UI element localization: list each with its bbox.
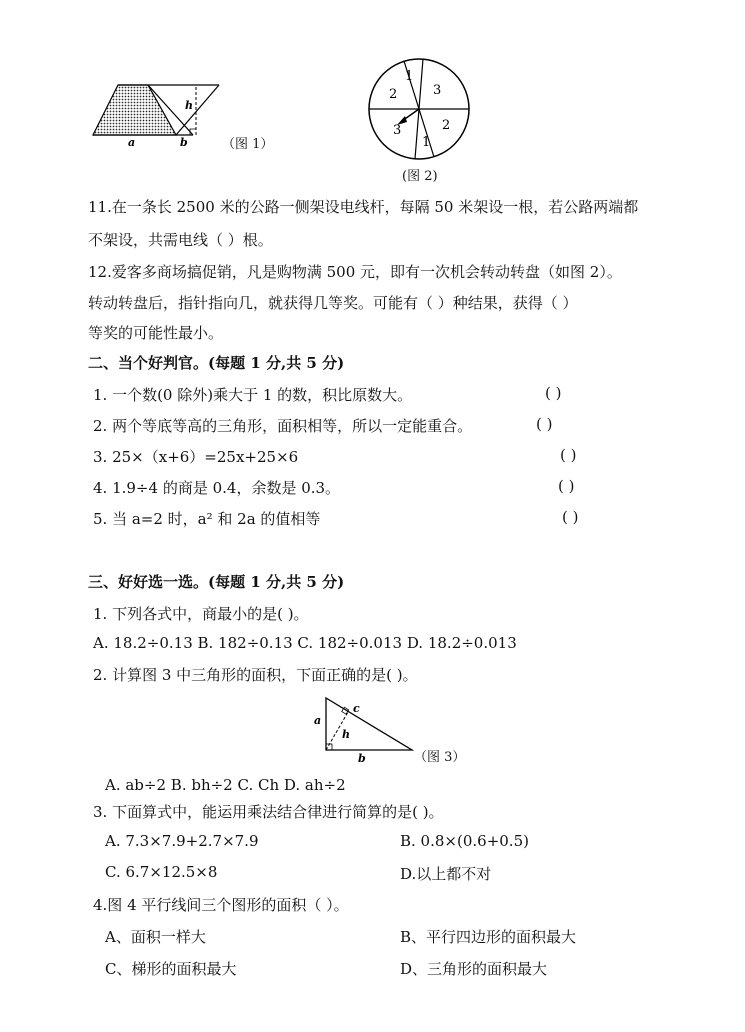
judge-item: 3. 25×（x+6）=25x+25×6 (93, 448, 299, 466)
choice-q4-option-d: D、三角形的面积最大 (400, 960, 548, 978)
q11-line2: 不架设，共需电线（ ）根。 (88, 231, 273, 249)
judge-blank[interactable]: ( ) (536, 415, 553, 433)
choice-q3-option-c: C. 6.7×12.5×8 (105, 863, 218, 881)
fig3-label-a: a (314, 714, 322, 727)
judge-item: 1. 一个数(0 除外)乘大于 1 的数，积比原数大。 (93, 386, 413, 404)
part2-title: 二、当个好判官。(每题 1 分,共 5 分) (88, 354, 345, 372)
shaded-trapezoid (93, 85, 176, 135)
judge-item: 5. 当 a=2 时，a² 和 2a 的值相等 (93, 510, 321, 528)
spinner-number: 2 (442, 118, 451, 133)
spinner-number: 2 (389, 87, 398, 102)
fig1-label-b: b (180, 136, 188, 149)
fig1-label-h: h (185, 99, 193, 112)
fig3-label-h: h (342, 728, 350, 741)
choice-q4-stem: 4.图 4 平行线间三个图形的面积（ ）。 (93, 896, 349, 914)
fig3-label-c: c (353, 702, 360, 715)
judge-blank[interactable]: ( ) (545, 384, 562, 402)
choice-q1-options: A. 18.2÷0.13 B. 182÷0.13 C. 182÷0.013 D. 18.2÷0.013 (93, 634, 517, 652)
choice-q4-option-a: A、面积一样大 (105, 928, 206, 946)
q11-line1: 11.在一条长 2500 米的公路一侧架设电线杆，每隔 50 米架设一根，若公路两端都 (88, 198, 639, 216)
q12-line2: 转动转盘后，指针指向几，就获得几等奖。可能有（ ）种结果，获得（ ） (88, 294, 578, 312)
fig2-caption: (图 2) (402, 169, 438, 184)
choice-q4-option-c: C、梯形的面积最大 (105, 960, 237, 978)
fig1-label-a: a (128, 136, 136, 149)
judge-blank[interactable]: ( ) (562, 508, 579, 526)
fig1-caption: （图 1） (222, 137, 274, 152)
choice-q3-option-b: B. 0.8×(0.6+0.5) (400, 832, 529, 850)
q12-line3: 等奖的可能性最小。 (88, 324, 224, 342)
choice-q4-option-b: B、平行四边形的面积最大 (400, 928, 577, 946)
figure-3 (310, 692, 420, 764)
part3-title: 三、好好选一选。(每题 1 分,共 5 分) (88, 573, 345, 591)
choice-q3-stem: 3. 下面算式中，能运用乘法结合律进行简算的是( )。 (93, 803, 444, 821)
figure-2-spinner (366, 56, 472, 162)
fig3-label-b: b (358, 752, 366, 764)
spinner-number: 3 (393, 123, 402, 138)
choice-q3-option-d: D.以上都不对 (400, 865, 492, 883)
q12-line1: 12.爱客多商场搞促销，凡是购物满 500 元，即有一次机会转动转盘（如图 2）。 (88, 263, 622, 281)
judge-blank[interactable]: ( ) (558, 477, 575, 495)
judge-item: 2. 两个等底等高的三角形，面积相等，所以一定能重合。 (93, 417, 473, 435)
spinner-number: 3 (433, 83, 442, 98)
fig3-caption: （图 3） (414, 750, 466, 765)
choice-q2-stem: 2. 计算图 3 中三角形的面积，下面正确的是( )。 (93, 666, 418, 684)
judge-item: 4. 1.9÷4 的商是 0.4，余数是 0.3。 (93, 479, 341, 497)
spinner-number: 1 (405, 69, 414, 84)
choice-q3-option-a: A. 7.3×7.9+2.7×7.9 (105, 832, 259, 850)
spinner-number: 1 (422, 135, 431, 150)
judge-blank[interactable]: ( ) (560, 446, 577, 464)
choice-q2-options: A. ab÷2 B. bh÷2 C. Ch D. ah÷2 (105, 776, 346, 794)
choice-q1-stem: 1. 下列各式中，商最小的是( )。 (93, 605, 309, 623)
